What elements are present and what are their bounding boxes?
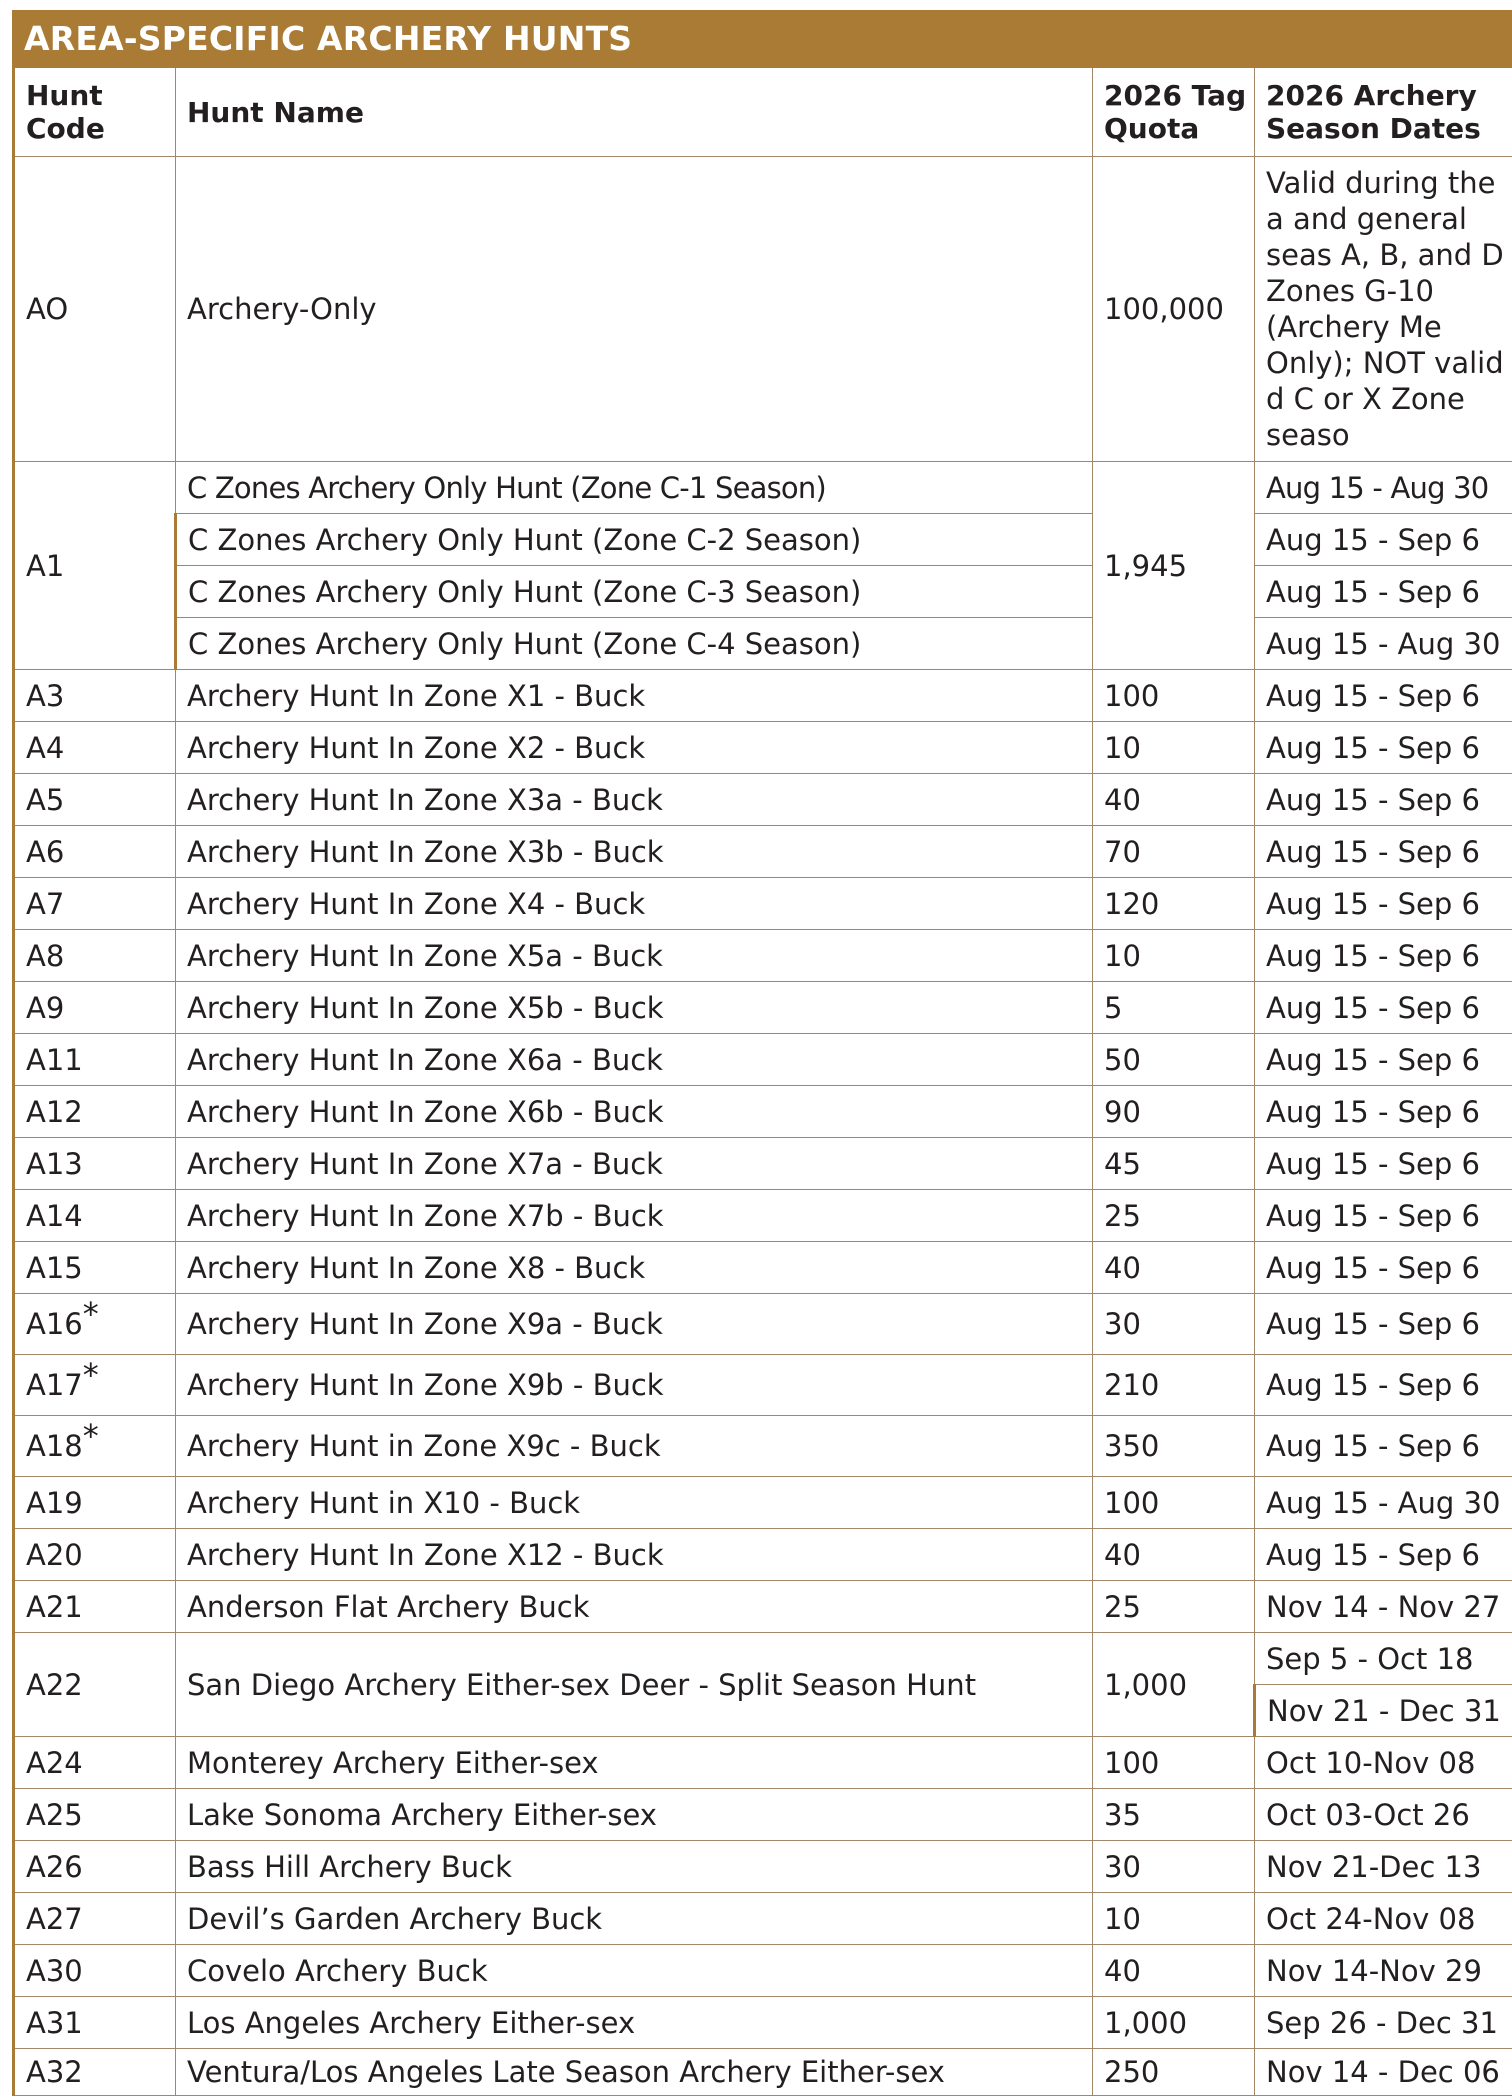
hunt-code-text: A21 [26,1590,83,1624]
season-dates: Aug 15 - Aug 30 [1255,618,1512,670]
season-dates: Sep 26 - Dec 31 [1255,1997,1512,2049]
season-dates: Aug 15 - Sep 6 [1255,1242,1512,1294]
hunt-name: Devil’s Garden Archery Buck [176,1893,1093,1945]
tag-quota: 70 [1093,826,1255,878]
table-row [14,2049,1512,2096]
hunt-code-text: A19 [26,1486,83,1520]
hunt-code [14,1737,176,1789]
hunt-name: Los Angeles Archery Either-sex [176,1997,1093,2049]
table-row [14,930,1512,982]
hunts-table [12,68,1512,2096]
tag-quota: 1,000 [1093,1633,1255,1737]
hunt-code [14,930,176,982]
tag-quota: 100 [1093,1737,1255,1789]
season-dates: Aug 15 - Sep 6 [1255,722,1512,774]
hunt-code-text: A8 [26,939,64,973]
table-row [14,1581,1512,1633]
table-row [14,1737,1512,1789]
hunt-code [14,1138,176,1190]
season-dates: Aug 15 - Aug 30 [1255,1477,1512,1529]
season-dates: Aug 15 - Sep 6 [1255,1034,1512,1086]
hunt-code [14,1086,176,1138]
hunt-name: Archery-Only [176,157,1093,462]
season-dates: Aug 15 - Sep 6 [1255,566,1512,618]
table-row [14,1633,1512,1685]
hunt-name: Lake Sonoma Archery Either-sex [176,1789,1093,1841]
tag-quota: 100,000 [1093,157,1255,462]
tag-quota: 90 [1093,1086,1255,1138]
asterisk-mark: * [83,1295,99,1333]
hunt-code [14,1355,176,1416]
hunt-name: Archery Hunt In Zone X9b - Buck [176,1355,1093,1416]
hunt-name: Archery Hunt In Zone X5b - Buck [176,982,1093,1034]
table-row [14,1242,1512,1294]
tag-quota: 10 [1093,930,1255,982]
header-season-dates: 2026 Archery Season Dates [1255,68,1512,157]
hunt-name: Anderson Flat Archery Buck [176,1581,1093,1633]
hunt-code [14,1034,176,1086]
table-row [14,1138,1512,1190]
tag-quota: 10 [1093,722,1255,774]
hunt-code [14,670,176,722]
hunt-code [14,1945,176,1997]
season-dates: Aug 15 - Sep 6 [1255,982,1512,1034]
hunt-code [14,722,176,774]
tag-quota: 40 [1093,1529,1255,1581]
hunt-name: Archery Hunt In Zone X6b - Buck [176,1086,1093,1138]
hunt-name: Archery Hunt In Zone X3b - Buck [176,826,1093,878]
table-row [14,1789,1512,1841]
hunt-code-text: A4 [26,731,64,765]
header-row [14,68,1512,157]
hunt-code [14,1529,176,1581]
hunt-name: Archery Hunt In Zone X9a - Buck [176,1294,1093,1355]
season-dates: Aug 15 - Aug 30 [1255,462,1512,514]
header-hunt-name: Hunt Name [176,68,1093,157]
hunts-table-container [12,10,1512,2096]
tag-quota: 40 [1093,1945,1255,1997]
tag-quota: 35 [1093,1789,1255,1841]
tag-quota: 25 [1093,1581,1255,1633]
table-row [14,566,1512,618]
hunt-code-text: A26 [26,1850,83,1884]
hunt-name: C Zones Archery Only Hunt (Zone C-3 Season) [176,566,1093,618]
table-row [14,1945,1512,1997]
tag-quota: 45 [1093,1138,1255,1190]
hunt-name: Archery Hunt In Zone X2 - Buck [176,722,1093,774]
hunt-name: San Diego Archery Either-sex Deer - Split Season Hunt [176,1633,1093,1737]
tag-quota: 120 [1093,878,1255,930]
table-row [14,1416,1512,1477]
asterisk-mark: * [83,1417,99,1455]
hunt-name: C Zones Archery Only Hunt (Zone C-1 Season) [176,462,1093,514]
tag-quota: 30 [1093,1294,1255,1355]
hunt-code-text: A13 [26,1147,83,1181]
table-row [14,1034,1512,1086]
tag-quota: 1,000 [1093,1997,1255,2049]
table-row [14,982,1512,1034]
hunt-code [14,1190,176,1242]
hunt-name: C Zones Archery Only Hunt (Zone C-4 Season) [176,618,1093,670]
table-row [14,1086,1512,1138]
tag-quota: 210 [1093,1355,1255,1416]
hunt-code-text: A9 [26,991,64,1025]
tag-quota: 30 [1093,1841,1255,1893]
hunt-code [14,1294,176,1355]
season-dates: Aug 15 - Sep 6 [1255,514,1512,566]
season-dates: Aug 15 - Sep 6 [1255,1529,1512,1581]
hunt-code-text: A3 [26,679,64,713]
hunt-name: Bass Hill Archery Buck [176,1841,1093,1893]
hunt-code [14,878,176,930]
hunt-code [14,982,176,1034]
season-dates: Nov 14 - Nov 27 [1255,1581,1512,1633]
tag-quota: 25 [1093,1190,1255,1242]
hunt-code: A32 [14,2049,176,2096]
table-row [14,826,1512,878]
season-dates: Aug 15 - Sep 6 [1255,1138,1512,1190]
hunt-code-text: A7 [26,887,64,921]
table-row [14,157,1512,462]
hunt-code-text: A14 [26,1199,83,1233]
season-dates: Oct 03-Oct 26 [1255,1789,1512,1841]
hunt-code-text: A20 [26,1538,83,1572]
hunt-name: Archery Hunt In Zone X4 - Buck [176,878,1093,930]
hunt-name: Monterey Archery Either-sex [176,1737,1093,1789]
tag-quota: 100 [1093,1477,1255,1529]
season-dates: Oct 24-Nov 08 [1255,1893,1512,1945]
tag-quota: 40 [1093,1242,1255,1294]
hunt-code [14,1841,176,1893]
table-row [14,774,1512,826]
hunt-name: Archery Hunt In Zone X3a - Buck [176,774,1093,826]
tag-quota: 1,945 [1093,462,1255,670]
hunt-code-text: A27 [26,1902,83,1936]
season-dates: Aug 15 - Sep 6 [1255,774,1512,826]
hunt-code-text: A12 [26,1095,83,1129]
season-dates: Nov 21-Dec 13 [1255,1841,1512,1893]
hunt-name: Archery Hunt in X10 - Buck [176,1477,1093,1529]
tag-quota: 350 [1093,1416,1255,1477]
hunt-name: Covelo Archery Buck [176,1945,1093,1997]
table-row [14,1190,1512,1242]
hunt-name: Archery Hunt In Zone X6a - Buck [176,1034,1093,1086]
hunt-code-text: A6 [26,835,64,869]
table-row [14,878,1512,930]
hunt-code [14,1789,176,1841]
hunt-code-text: A24 [26,1746,83,1780]
header-tag-quota: 2026 Tag Quota [1093,68,1255,157]
hunt-name: Archery Hunt In Zone X7b - Buck [176,1190,1093,1242]
table-row [14,514,1512,566]
hunt-code-text: A16 [26,1307,83,1341]
hunt-name: Archery Hunt In Zone X12 - Buck [176,1529,1093,1581]
season-dates: Aug 15 - Sep 6 [1255,930,1512,982]
hunt-name: Archery Hunt In Zone X7a - Buck [176,1138,1093,1190]
table-row [14,670,1512,722]
tag-quota: 40 [1093,774,1255,826]
season-dates: Aug 15 - Sep 6 [1255,878,1512,930]
table-row [14,1529,1512,1581]
season-dates: Valid during the a and general seas A, B, and D Zones G-10 (Archery Me Only); NOT valid d C or X Zone seaso [1255,157,1512,462]
hunt-code [14,1581,176,1633]
hunt-code [14,1416,176,1477]
table-row [14,1997,1512,2049]
table-row [14,722,1512,774]
hunt-code [14,1997,176,2049]
tag-quota: 10 [1093,1893,1255,1945]
tag-quota: 5 [1093,982,1255,1034]
hunt-code-text: A18 [26,1429,83,1463]
table-row [14,1294,1512,1355]
hunt-name: Archery Hunt In Zone X8 - Buck [176,1242,1093,1294]
hunt-code [14,1242,176,1294]
season-dates: Nov 21 - Dec 31 [1255,1685,1512,1737]
hunt-code-text: A15 [26,1251,83,1285]
hunt-code-text: A25 [26,1798,83,1832]
season-dates: Nov 14-Nov 29 [1255,1945,1512,1997]
hunt-code-text: A5 [26,783,64,817]
season-dates: Aug 15 - Sep 6 [1255,1355,1512,1416]
hunt-name: Archery Hunt in Zone X9c - Buck [176,1416,1093,1477]
asterisk-mark: * [83,1356,99,1394]
hunt-name: Archery Hunt In Zone X5a - Buck [176,930,1093,982]
table-row [14,1355,1512,1416]
tag-quota: 250 [1093,2049,1255,2096]
hunt-code [14,1893,176,1945]
table-row [14,1841,1512,1893]
hunt-code-text: A31 [26,2006,83,2040]
season-dates: Aug 15 - Sep 6 [1255,670,1512,722]
hunt-code: A1 [14,462,176,670]
hunt-code-text: A11 [26,1043,83,1077]
hunt-code: AO [14,157,176,462]
hunt-code [14,1477,176,1529]
season-dates: Aug 15 - Sep 6 [1255,1294,1512,1355]
season-dates: Aug 15 - Sep 6 [1255,1086,1512,1138]
table-row [14,1893,1512,1945]
hunt-name: Archery Hunt In Zone X1 - Buck [176,670,1093,722]
hunt-code [14,774,176,826]
season-dates: Aug 15 - Sep 6 [1255,1190,1512,1242]
table-row [14,1477,1512,1529]
season-dates: Aug 15 - Sep 6 [1255,826,1512,878]
header-hunt-code: Hunt Code [14,68,176,157]
hunt-code [14,826,176,878]
season-dates: Nov 14 - Dec 06 [1255,2049,1512,2096]
hunt-name: C Zones Archery Only Hunt (Zone C-2 Season) [176,514,1093,566]
table-row [14,462,1512,514]
hunt-code-text: A30 [26,1954,83,1988]
table-title: AREA-SPECIFIC ARCHERY HUNTS [12,10,1512,68]
hunt-name: Ventura/Los Angeles Late Season Archery Either-sex [176,2049,1093,2096]
season-dates: Aug 15 - Sep 6 [1255,1416,1512,1477]
hunt-code-text: A17 [26,1368,83,1402]
table-row [14,618,1512,670]
tag-quota: 50 [1093,1034,1255,1086]
season-dates: Sep 5 - Oct 18 [1255,1633,1512,1685]
tag-quota: 100 [1093,670,1255,722]
hunt-code: A22 [14,1633,176,1737]
season-dates: Oct 10-Nov 08 [1255,1737,1512,1789]
